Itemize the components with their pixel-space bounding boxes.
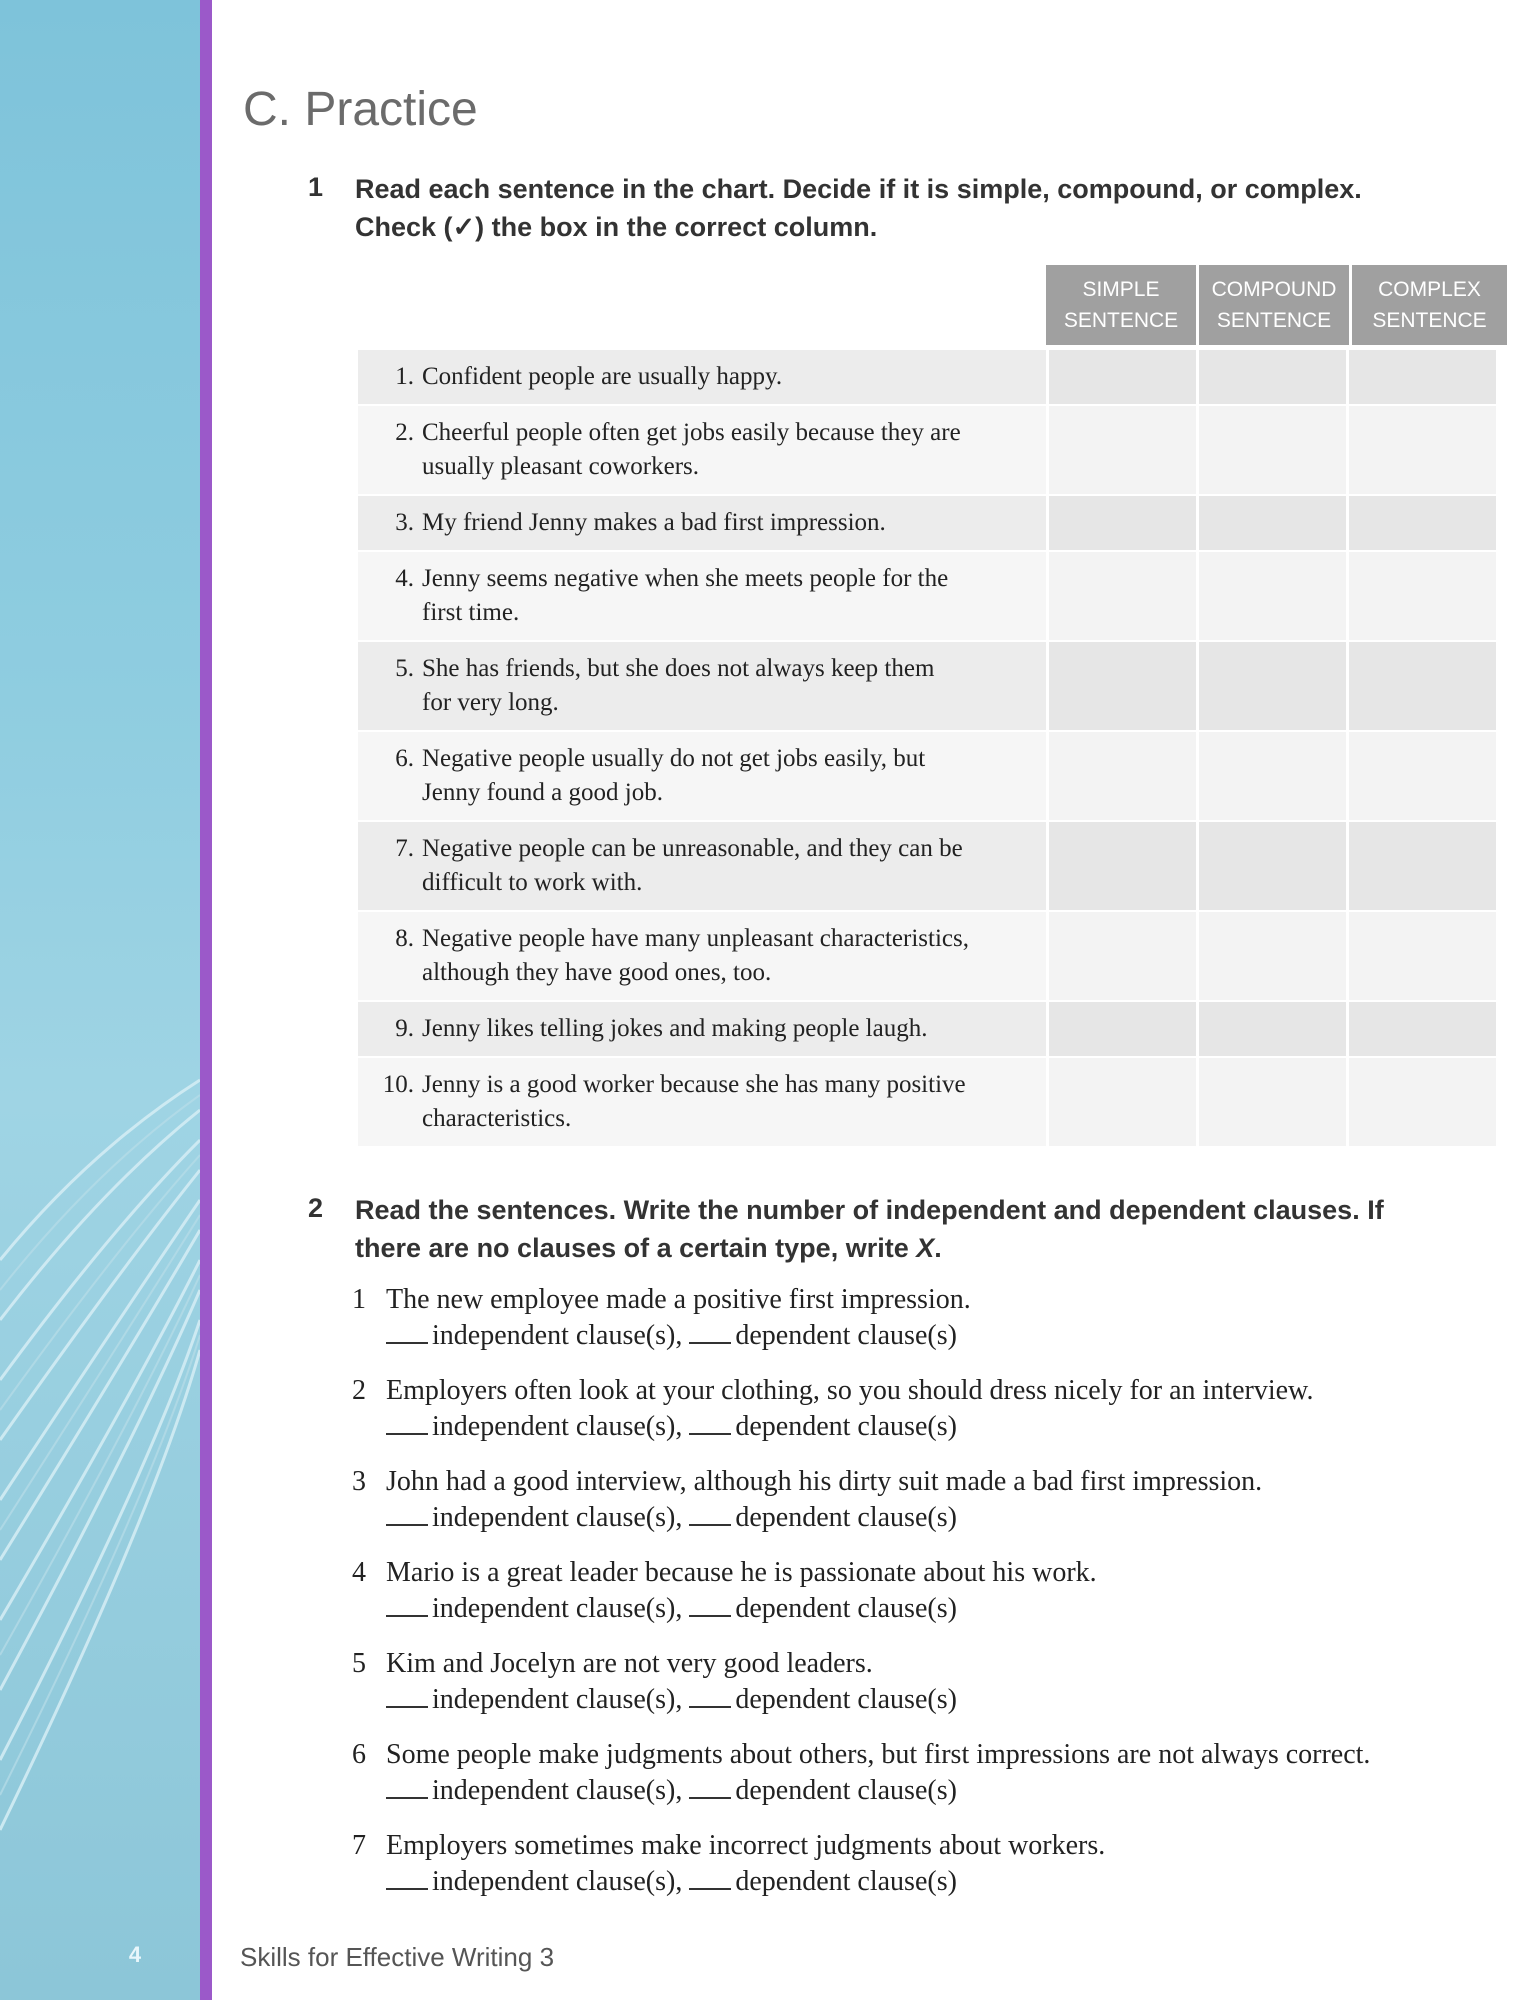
independent-count-blank[interactable]: [386, 1413, 428, 1435]
sentence-number: 10.: [382, 1071, 414, 1098]
answer-label: dependent clause(s): [735, 1775, 957, 1806]
instruction-x: X: [916, 1233, 935, 1263]
check-box-compound[interactable]: [1196, 732, 1346, 820]
sentence-number: 7.: [395, 835, 414, 862]
check-box-complex[interactable]: [1346, 552, 1496, 640]
sentence-number: 1.: [395, 363, 414, 390]
check-box-complex[interactable]: [1346, 642, 1496, 730]
sentence-text: usually pleasant coworkers.: [422, 453, 700, 480]
answer-label: dependent clause(s): [735, 1866, 957, 1897]
check-box-simple[interactable]: [1046, 642, 1196, 730]
independent-count-blank[interactable]: [386, 1868, 428, 1890]
check-box-complex[interactable]: [1346, 350, 1496, 404]
check-box-simple[interactable]: [1046, 732, 1196, 820]
list-item: [352, 1646, 1502, 1718]
chart-sentence: [358, 496, 1046, 550]
check-box-compound[interactable]: [1196, 1058, 1346, 1146]
item-sentence: Employers often look at your clothing, so you should dress nicely for an interview.: [386, 1375, 1314, 1406]
item-number: 2: [352, 1375, 366, 1406]
chart-row: [358, 350, 1508, 404]
answer-label: independent clause(s),: [432, 1320, 683, 1351]
check-box-complex[interactable]: [1346, 822, 1496, 910]
check-box-simple[interactable]: [1046, 552, 1196, 640]
column-header-complex: [1352, 265, 1507, 345]
answer-label: independent clause(s),: [432, 1411, 683, 1442]
list-item: [352, 1282, 1502, 1354]
item-sentence: John had a good interview, although his dirty suit made a bad first impression.: [386, 1466, 1263, 1497]
item-sentence: The new employee made a positive first impression.: [386, 1284, 971, 1315]
sentence-text: characteristics.: [422, 1105, 572, 1132]
dependent-count-blank[interactable]: [689, 1322, 731, 1344]
check-box-compound[interactable]: [1196, 406, 1346, 494]
independent-count-blank[interactable]: [386, 1595, 428, 1617]
answer-label: dependent clause(s): [735, 1411, 957, 1442]
sentence-text: although they have good ones, too.: [422, 959, 772, 986]
check-box-complex[interactable]: [1346, 912, 1496, 1000]
answer-label: dependent clause(s): [735, 1320, 957, 1351]
check-box-compound[interactable]: [1196, 642, 1346, 730]
column-header-line: SIMPLE: [1082, 278, 1160, 301]
sentence-text: for very long.: [422, 689, 559, 716]
accent-bar: [200, 0, 212, 2000]
answer-label: dependent clause(s): [735, 1593, 957, 1624]
independent-count-blank[interactable]: [386, 1504, 428, 1526]
sentence-number: 2.: [395, 419, 414, 446]
chart-sentence: [358, 912, 1046, 1000]
dependent-count-blank[interactable]: [689, 1777, 731, 1799]
check-box-compound[interactable]: [1196, 912, 1346, 1000]
check-box-simple[interactable]: [1046, 496, 1196, 550]
list-item: [352, 1737, 1502, 1809]
check-box-compound[interactable]: [1196, 822, 1346, 910]
sentence-text: Jenny found a good job.: [422, 779, 663, 806]
check-box-compound[interactable]: [1196, 496, 1346, 550]
footer-book-title: Skills for Effective Writing 3: [240, 1942, 555, 1972]
sentence-number: 3.: [395, 509, 414, 536]
list-item: [352, 1555, 1502, 1627]
item-number: 5: [352, 1648, 366, 1679]
answer-label: dependent clause(s): [735, 1684, 957, 1715]
column-header-line: SENTENCE: [1216, 309, 1332, 332]
chart-row: [358, 730, 1508, 820]
chart-sentence: [358, 822, 1046, 910]
sentence-text: Jenny seems negative when she meets people for the: [422, 565, 949, 592]
section-title: C. Practice: [243, 83, 478, 136]
column-header-line: COMPLEX: [1378, 278, 1481, 301]
chart-row: [358, 550, 1508, 640]
sentence-text: difficult to work with.: [422, 869, 643, 896]
exercise-1-instruction-line1: Read each sentence in the chart. Decide if it is simple, compound, or complex.: [355, 174, 1362, 204]
sentence-number: 4.: [395, 565, 414, 592]
answer-label: independent clause(s),: [432, 1593, 683, 1624]
chart-row: [358, 494, 1508, 550]
item-number: 7: [352, 1830, 366, 1861]
chart-sentence: [358, 1058, 1046, 1146]
check-box-complex[interactable]: [1346, 1058, 1496, 1146]
answer-label: independent clause(s),: [432, 1684, 683, 1715]
answer-label: dependent clause(s): [735, 1502, 957, 1533]
check-box-simple[interactable]: [1046, 406, 1196, 494]
instruction-text: there are no clauses of a certain type, write: [355, 1233, 917, 1263]
chart-sentence: [358, 552, 1046, 640]
dependent-count-blank[interactable]: [689, 1686, 731, 1708]
answer-label: independent clause(s),: [432, 1866, 683, 1897]
check-box-compound[interactable]: [1196, 350, 1346, 404]
column-header-compound: [1199, 265, 1349, 345]
list-item: [352, 1373, 1502, 1445]
dependent-count-blank[interactable]: [689, 1868, 731, 1890]
answer-label: independent clause(s),: [432, 1775, 683, 1806]
check-box-simple[interactable]: [1046, 350, 1196, 404]
sentence-chart: [358, 350, 1508, 1146]
chart-row: [358, 820, 1508, 910]
book-pages-graphic: [0, 0, 200, 2000]
list-item: [352, 1828, 1502, 1900]
chart-sentence: [358, 732, 1046, 820]
item-number: 3: [352, 1466, 366, 1497]
check-box-compound[interactable]: [1196, 1002, 1346, 1056]
exercise-2-instruction-line2: [355, 1229, 1505, 1267]
chart-row: [358, 1056, 1508, 1146]
item-sentence: Kim and Jocelyn are not very good leaders.: [386, 1648, 873, 1679]
column-header-line: SENTENCE: [1372, 309, 1487, 332]
instruction-text: .: [934, 1233, 942, 1263]
chart-sentence: [358, 350, 1046, 404]
chart-row: [358, 404, 1508, 494]
chart-sentence: [358, 406, 1046, 494]
exercise-2-instruction: [355, 1191, 1505, 1267]
sentence-number: 8.: [395, 925, 414, 952]
sentence-text: first time.: [422, 599, 520, 626]
chart-sentence: [358, 1002, 1046, 1056]
column-header-simple: [1046, 265, 1196, 345]
sentence-text: Confident people are usually happy.: [422, 363, 783, 390]
column-header-line: COMPOUND: [1211, 278, 1337, 301]
exercise-1-number: 1: [308, 172, 324, 202]
item-number: 4: [352, 1557, 366, 1588]
chart-row: [358, 1000, 1508, 1056]
check-box-simple[interactable]: [1046, 822, 1196, 910]
exercise-1-instruction-line2: Check (✓) the box in the correct column.: [355, 212, 878, 242]
page-sidebar: [0, 0, 200, 2000]
independent-count-blank[interactable]: [386, 1322, 428, 1344]
sentence-text: Negative people have many unpleasant characteristics,: [422, 925, 969, 952]
page-number: 4: [128, 1942, 142, 1967]
item-sentence: Some people make judgments about others, but first impressions are not always correct.: [386, 1739, 1371, 1770]
sentence-text: Jenny likes telling jokes and making people laugh.: [422, 1015, 928, 1042]
sentence-number: 6.: [395, 745, 414, 772]
column-header-line: SENTENCE: [1063, 309, 1179, 332]
item-sentence: Employers sometimes make incorrect judgments about workers.: [386, 1830, 1106, 1861]
independent-count-blank[interactable]: [386, 1686, 428, 1708]
check-box-complex[interactable]: [1346, 496, 1496, 550]
sentence-text: Negative people can be unreasonable, and they can be: [422, 835, 963, 862]
sentence-text: Cheerful people often get jobs easily because they are: [422, 419, 961, 446]
exercise-2-instruction-line1: Read the sentences. Write the number of independent and dependent clauses. If: [355, 1195, 1384, 1225]
check-box-complex[interactable]: [1346, 1002, 1496, 1056]
chart-sentence: [358, 642, 1046, 730]
check-box-simple[interactable]: [1046, 1002, 1196, 1056]
independent-count-blank[interactable]: [386, 1777, 428, 1799]
sentence-text: She has friends, but she does not always keep them: [422, 655, 935, 682]
check-box-complex[interactable]: [1346, 732, 1496, 820]
exercise-2-number: 2: [308, 1193, 324, 1223]
clause-exercise-list: [352, 1282, 1502, 1919]
sentence-number: 5.: [395, 655, 414, 682]
chart-row: [358, 910, 1508, 1000]
answer-label: independent clause(s),: [432, 1502, 683, 1533]
dependent-count-blank[interactable]: [689, 1595, 731, 1617]
item-sentence: Mario is a great leader because he is passionate about his work.: [386, 1557, 1097, 1588]
list-item: [352, 1464, 1502, 1536]
sentence-text: Negative people usually do not get jobs easily, but: [422, 745, 926, 772]
dependent-count-blank[interactable]: [689, 1504, 731, 1526]
sentence-number: 9.: [395, 1015, 414, 1042]
item-number: 1: [352, 1284, 366, 1315]
check-box-simple[interactable]: [1046, 1058, 1196, 1146]
exercise-1-instruction: [355, 170, 1505, 246]
item-number: 6: [352, 1739, 366, 1770]
check-box-complex[interactable]: [1346, 406, 1496, 494]
sentence-text: Jenny is a good worker because she has many positive: [422, 1071, 966, 1098]
check-box-compound[interactable]: [1196, 552, 1346, 640]
chart-row: [358, 640, 1508, 730]
dependent-count-blank[interactable]: [689, 1413, 731, 1435]
check-box-simple[interactable]: [1046, 912, 1196, 1000]
sentence-text: My friend Jenny makes a bad first impression.: [422, 509, 886, 536]
